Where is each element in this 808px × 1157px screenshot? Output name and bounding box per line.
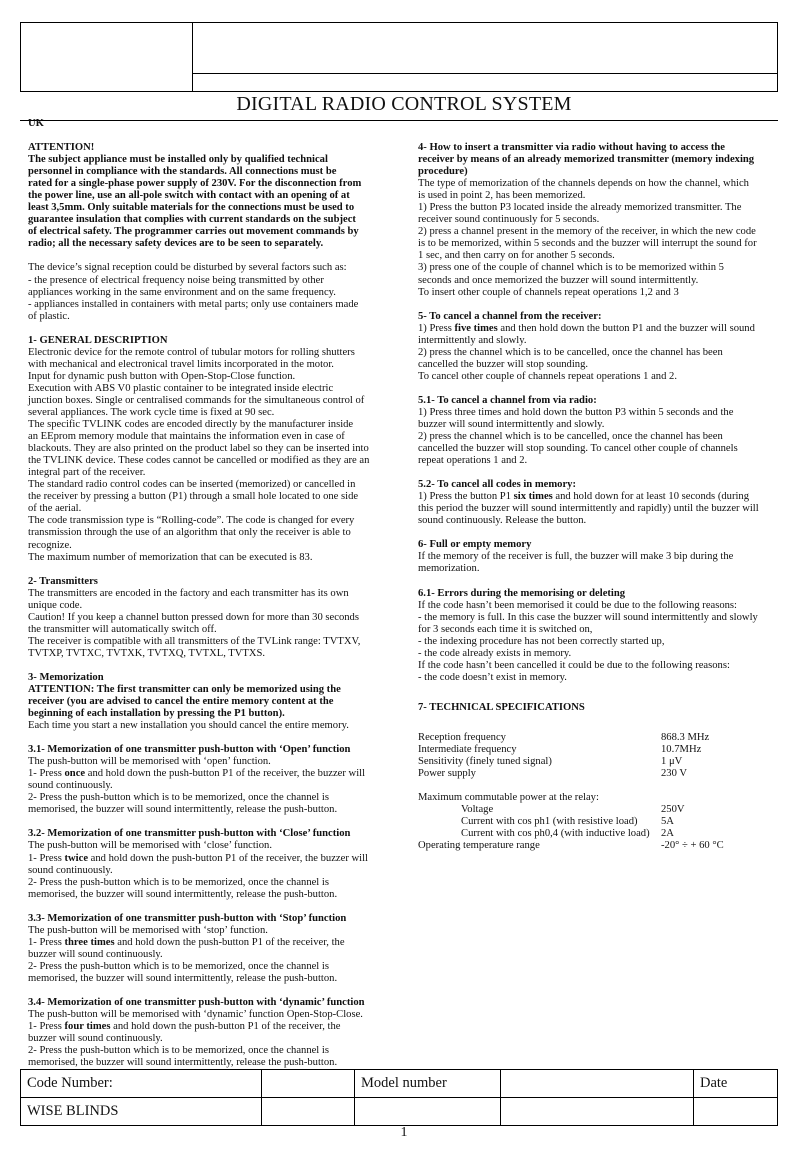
table-row bbox=[21, 1098, 778, 1126]
intro-text: The device’s signal reception could be disturbed by several factors such as: - the presence of electrical frequency noise being transmitted by other appliances working in the same environment and on the same frequency. - appliances installed in containers with metal parts; only use containers made of plastic. bbox=[28, 262, 359, 322]
section-heading: 3- Memorization bbox=[28, 671, 104, 683]
code-number-label: Code Number: bbox=[21, 1070, 262, 1098]
table-row: Voltage 250V bbox=[461, 804, 685, 816]
section-5-1: 5.1- To cancel a channel from via radio: 1) Press three times and hold down the button P3 within 5 seconds and the buzzer will sound intermittently and slowly. 2) press the channel which is to be cancelled, once the channel has been cancelled the buzzer will stop sounding. To cancel other couple of channels repeat operations 1 and 2. bbox=[418, 394, 738, 467]
table-row bbox=[21, 1070, 778, 1098]
spec-table bbox=[418, 732, 709, 780]
section-7: 7- TECHNICAL SPECIFICATIONS Reception frequency 868.3 MHz Intermediate frequency 10.7MHz Sensitivity (finely tuned signal) 1 μV Power supply 230 V Maximum commutable power at the relay: Voltage 250V Current with cos ph1 (with resistive load) 5A Current with cos ph0,4 (with inductive load) 2A Operating temperature range -20° ÷ + 60 °C bbox=[418, 702, 784, 852]
header-box-left bbox=[20, 22, 193, 92]
relay-heading: Maximum commutable power at the relay: bbox=[418, 792, 599, 804]
section-6: 6- Full or empty memory If the memory of the receiver is full, the buzzer will make 3 bip during the memorization. bbox=[418, 539, 734, 575]
date-label: Date bbox=[694, 1070, 778, 1098]
brand-name: WISE BLINDS bbox=[21, 1098, 262, 1126]
table-row: Current with cos ph1 (with resistive load) 5A bbox=[461, 816, 674, 828]
section-3-3: 3.3- Memorization of one transmitter push-button with ‘Stop’ function The push-button will be memorised with ‘stop’ function. 1- Press three times and hold down the push-button P1 of the receiver, the buzzer will sound continuously. 2- Press the push-button which is to be memorized, once the channel is memorised, the buzzer will sound intermittently, release the push-button. bbox=[28, 912, 347, 984]
attention-heading: ATTENTION! bbox=[28, 142, 95, 154]
section-heading: 2- Transmitters bbox=[28, 575, 98, 587]
section-3-2: 3.2- Memorization of one transmitter push-button with ‘Close’ function The push-button will be memorised with ‘close’ function. 1- Press twice and hold down the push-button P1 of the receiver, the buzzer will sound continuously. 2- Press the push-button which is to be memorized, once the channel is memorised, the buzzer will sound intermittently, release the push-button. bbox=[28, 828, 368, 900]
header-box-right bbox=[192, 22, 778, 92]
table-row: Intermediate frequency 10.7MHz bbox=[418, 743, 702, 755]
table-row: Power supply 230 V bbox=[418, 768, 687, 780]
model-number-label: Model number bbox=[355, 1070, 501, 1098]
attention-text: The subject appliance must be installed only by qualified technical personnel in compliance with the standards. All connections must be rated for a single-phase power supply of 230V. For the disconnection from the power line, use an all-pole switch with contact with an opening of at least 3,5mm. Only suitable materials for the connections must be used to guarantee insulation that complies with current standards on the subject of electrical safety. The programmer carries out movement commands by radio; all the necessary safety devices are to be seen to separately. bbox=[28, 154, 362, 250]
table-row: Current with cos ph0,4 (with inductive load) 2A bbox=[461, 828, 674, 840]
memorization-text: ATTENTION: The first transmitter can only be memorized using the receiver (you are advised to cancel the entire memory content at the beginning of each installation by pressing the P1 button). Each time you start a new installation you should cancel the entire memory. bbox=[28, 683, 349, 732]
page-number: 1 bbox=[400, 1125, 408, 1140]
table-row: Sensitivity (finely tuned signal) 1 μV bbox=[418, 756, 683, 768]
table-row: Operating temperature range -20° ÷ + 60 °C bbox=[418, 840, 724, 852]
section-5-2: 5.2- To cancel all codes in memory: 1) Press the button P1 six times and hold down for at least 10 seconds (during this period the buzzer will sound intermittently and rapidly) until the buzzer will sound continuously. Release the button. bbox=[418, 479, 759, 527]
relay-table bbox=[418, 804, 685, 840]
footer-table bbox=[20, 1069, 778, 1126]
language-code: UK bbox=[28, 118, 44, 129]
general-description: Electronic device for the remote control of tubular motors for rolling shutters with mechanical and electronical travel limits incorporated in the motor. Input for dynamic push button with Open-Stop-Close function. Execution with ABS V0 plastic container to be integrated inside electric junction boxes. Single or centralised commands for the simultaneous control of several appliances. The work cycle time is fixed at 90 sec. The specific TVLINK codes are encoded directly by the manufacturer inside an EEprom memory module that maintains the information even in case of blackouts. They are also printed on the product label so they can be inserted into the TVLINK device. These codes cannot be cancelled or modified as they are an integral part of the receiver. The standard radio control codes can be inserted (memorized) or cancelled in the receiver by pressing a button (P1) through a small hole located to one side of the aerial. The code transmission type is “Rolling-code”. The code is changed for every transmission through the use of an algorithm that only the receiver is able to recognize. The maximum number of memorization that can be executed is 83. bbox=[28, 346, 370, 563]
transmitters-text: The transmitters are encoded in the factory and each transmitter has its own unique code. Caution! If you keep a channel button pressed down for more than 30 seconds the transmitter will automatically switch off. The receiver is compatible with all transmitters of the TVLink range: TVTXV, TVTXP, TVTXC, TVTXK, TVTXQ, TVTXL, TVTXS. bbox=[28, 587, 361, 659]
temperature-row bbox=[418, 840, 724, 852]
left-column bbox=[28, 118, 396, 1069]
right-column bbox=[418, 118, 784, 852]
page-title: DIGITAL RADIO CONTROL SYSTEM bbox=[236, 93, 572, 115]
section-5: 5- To cancel a channel from the receiver: 1) Press five times and then hold down the button P1 and the buzzer will sound intermittently and slowly. 2) press the channel which is to be cancelled, once the channel has been cancelled the buzzer will stop sounding. To cancel other couple of channels repeat operations 1 and 2. bbox=[418, 310, 755, 382]
section-3-1: 3.1- Memorization of one transmitter push-button with ‘Open’ function The push-button will be memorised with ‘open’ function. 1- Press once and hold down the push-button P1 of the receiver, the buzzer will sound continuously. 2- Press the push-button which is to be memorized, once the channel is memorised, the buzzer will sound intermittently, release the push-button. bbox=[28, 744, 366, 816]
table-row: Reception frequency 868.3 MHz bbox=[418, 731, 710, 743]
section-6-1: 6.1- Errors during the memorising or deleting If the code hasn’t been memorised it could be due to the following reasons: - the memory is full. In this case the buzzer will sound intermittently and slowly for 3 seconds each time it is switched on, - the indexing procedure has not been correctly started up, - the code already exists in memory. If the code hasn’t been cancelled it could be due to the following reasons: - the code doesn’t exist in memory. bbox=[418, 587, 758, 683]
section-3-4: 3.4- Memorization of one transmitter push-button with ‘dynamic’ function The push-button will be memorised with ‘dynamic’ function Open-Stop-Close. 1- Press four times and hold down the push-button P1 of the receiver, the buzzer will sound continuously. 2- Press the push-button which is to be memorized, once the channel is memorised, the buzzer will sound intermittently, release the push-button. bbox=[28, 997, 365, 1069]
section-heading: 1- GENERAL DESCRIPTION bbox=[28, 334, 168, 346]
section-4: 4- How to insert a transmitter via radio without having to access the receiver by means of an already memorized transmitter (memory indexing procedure) The type of memorization of the channels depends on how the channel, which is used in point 2, has been memorized. 1) Press the button P3 located inside the already memorized transmitter. The receiver sound continuously for 5 seconds. 2) press a channel present in the memory of the receiver, in which the new code is to be memorized, within 5 seconds and the buzzer will interrupt the sound for 1 sec, and then carry on for another 5 seconds. 3) press one of the couple of channel which is to be memorized within 5 seconds and once memorized the buzzer will sound intermittently. To insert other couple of channels repeat operations 1,2 and 3 bbox=[418, 142, 757, 298]
